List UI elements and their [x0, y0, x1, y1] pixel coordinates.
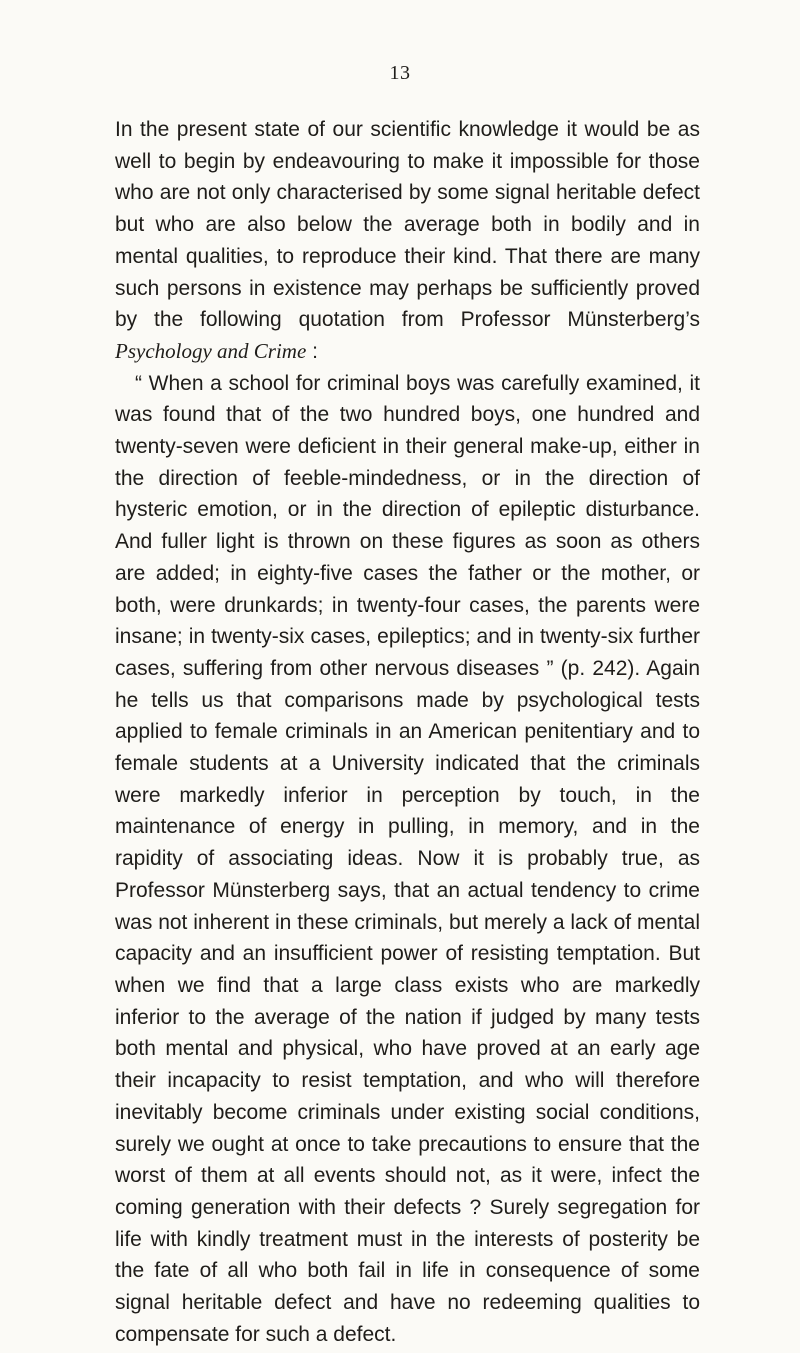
book-title: Psychology and Crime	[115, 338, 307, 363]
paragraph-quotation: “ When a school for criminal boys was carefully examined, it was found that of the two hundred boys, one hundred and twenty-seven were deficient in their general make-up, either in the direction of feeble-mindedness, or in the direction of hysteric emotion, or in the direction of epileptic disturbance. And fuller light is thrown on these figures as soon as others are added; in eighty-five cases the father or the mother, or both, were drunkards; in twenty-four cases, the parents were insane; in twenty-six cases, epileptics; and in twenty-six further cases, suffering from other nervous diseases ” (p. 242). Again he tells us that comparisons made by psychological tests applied to female criminals in an American penitentiary and to female students at a University indicated that the criminals were markedly inferior in perception by touch, in the maintenance of energy in pulling, in memory, and in the rapidity of associating ideas. Now it is probably true, as Professor Münsterberg says, that an actual tendency to crime was not inherent in these criminals, but merely a lack of mental capacity and an insufficient power of resisting temptation. But when we find that a large class exists who are markedly inferior to the average of the nation if judged by many tests both mental and physical, who have proved at an early age their incapacity to resist temptation, and who will therefore inevitably become criminals under existing social conditions, surely we ought at once to take precautions to ensure that the worst of them at all events should not, as it were, infect the coming generation with their defects ? Surely segregation for life with kindly treatment must in the interests of posterity be the fate of all who both fail in life in consequence of some signal heritable defect and have no redeeming qualities to compensate for such a defect.	[115, 371, 700, 1346]
paragraph-intro	[115, 114, 700, 368]
page-number: 13	[389, 62, 411, 84]
body-text	[115, 114, 700, 1350]
paragraph-intro-text: In the present state of our scientific knowledge it would be as well to begin by endeavouring to make it impossible for those who are not only characterised by some signal heritable defect but who are also below the average both in bodily and in mental qualities, to reproduce their kind. That there are many such persons in existence may perhaps be sufficiently proved by the following quotation from Professor Münsterberg’s	[115, 118, 700, 332]
paragraph-intro-ending: :	[306, 339, 318, 363]
